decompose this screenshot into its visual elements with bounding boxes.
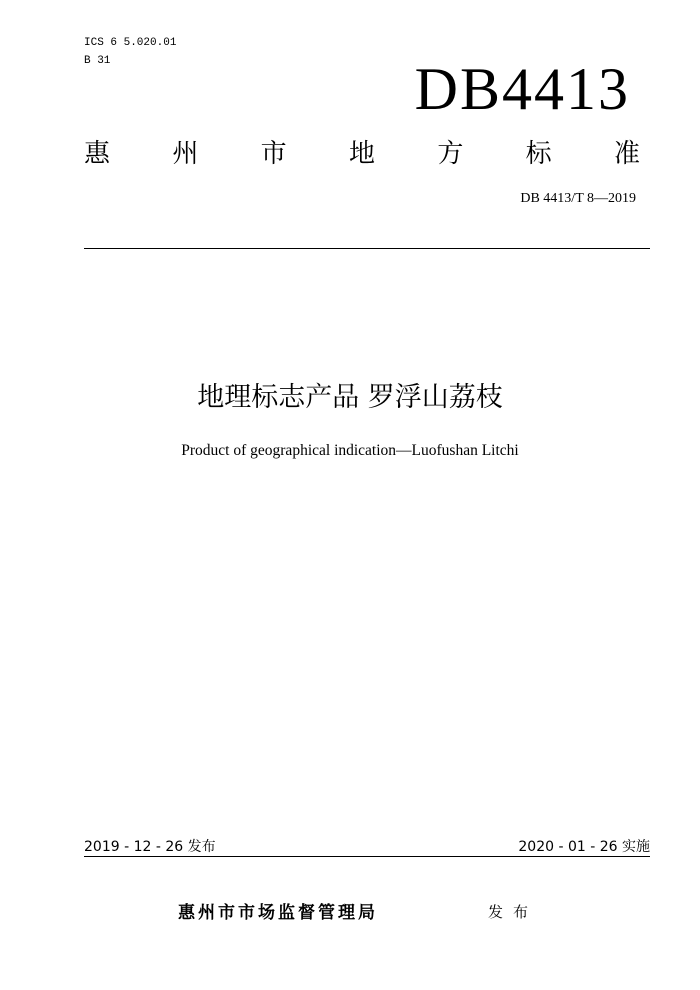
- issue-label: 发布: [488, 903, 539, 921]
- document-title-chinese: 地理标志产品 罗浮山荔枝: [197, 382, 503, 413]
- standard-name-char: 惠: [84, 139, 111, 169]
- standard-name-char: 准: [613, 139, 640, 169]
- implementation-date: 2020 - 01 - 26 实施: [518, 839, 650, 855]
- header-divider: [84, 248, 650, 249]
- ics-code: ICS 6 5.020.01: [84, 37, 177, 49]
- standard-type-name: [84, 138, 640, 170]
- document-title-english: Product of geographical indication—Luofushan Litchi: [181, 442, 519, 459]
- issuing-authority: 惠州市市场监督管理局: [178, 903, 378, 923]
- standard-name-char: 市: [260, 139, 287, 169]
- standard-code-logo: DB4413: [414, 56, 630, 122]
- footer-divider: [84, 856, 650, 857]
- issue-date: 2019 - 12 - 26 发布: [84, 839, 216, 855]
- standard-number: DB 4413/T 8—2019: [520, 191, 636, 206]
- standard-name-char: 标: [525, 139, 552, 169]
- standard-name-char: 方: [437, 139, 464, 169]
- standard-name-char: 州: [172, 139, 199, 169]
- standard-name-char: 地: [348, 139, 375, 169]
- ccs-code: B 31: [84, 55, 111, 67]
